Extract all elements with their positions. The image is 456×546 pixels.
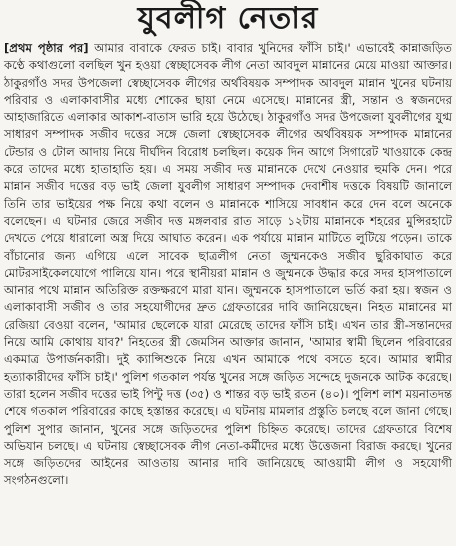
article-body	[4, 40, 452, 490]
article-text: আমার বাবাকে ফেরত চাই। বাবার খুনিদের ফাঁসি চাই।' এভাবেই কান্নাজড়িত কণ্ঠে কথাগুলো বলছিল খুন হওয়া স্বেচ্ছাসেবক লীগ নেতা আবদুল মান্নানের মেয়ে মাওয়া আক্তার। ঠাকুরগাঁও সদর উপজেলা স্বেচ্ছাসেবক লীগের অর্থবিষয়ক সম্পাদক আবদুল মান্নান খুনের ঘটনায় পরিবার ও এলাকাবাসীর মধ্যে শোকের ছায়া নেমে এসেছে। মান্নানের স্ত্রী, সন্তান ও স্বজনদের আহাজারিতে এলাকার আকাশ-বাতাস ভারি হয়ে উঠেছে। ঠাকুরগাঁও সদর উপজেলা যুবলীগের যুগ্ম সাধারণ সম্পাদক সজীব দত্তের সঙ্গে জেলা স্বেচ্ছাসেবক লীগের অর্থবিষয়ক সম্পাদক মান্নানের টেন্ডার ও টোল আদায় নিয়ে দীর্ঘদিন বিরোধ চলছিল। কয়েক দিন আগে সিগারেট খাওয়াকে কেন্দ্র করে তাদের মধ্যে হাতাহাতি হয়। এ সময় সজীব দত্ত মান্নানকে দেখে নেওয়ার হুমকি দেন। পরে মান্নান সজীব দত্তের বড় ভাই জেলা যুবলীগ সাধারণ সম্পাদক দেবাশীষ দত্তকে বিষয়টি জানালে তিনি তার ভাইয়ের পক্ষ নিয়ে কথা বলেন ও মান্নানকে শাসিয়ে সাবধান করে দেন বলে অনেকে বলেছেন। এ ঘটনার জেরে সজীব দত্ত মঙ্গলবার রাত সাড়ে ১২টায় মান্নানকে শহরের মুন্সিরহাটে দেখতে পেয়ে ধারালো অস্ত্র দিয়ে আঘাত করেন। এক পর্যায়ে মান্নান মাটিতে লুটিয়ে পড়েন। তাকে বাঁচানোর জন্য এগিয়ে এলে সাবেক ছাত্রলীগ নেতা জুম্মনকেও সজীব ছুরিকাঘাত করে মোটরসাইকেলযোগে পালিয়ে যান। পরে স্থানীয়রা মান্নান ও জুম্মনকে উদ্ধার করে সদর হাসপাতালে আনার পথে মান্নান অতিরিক্ত রক্তক্ষরণে মারা যান। জুম্মনকে হাসপাতালে ভর্তি করা হয়। স্বজন ও এলাকাবাসী সজীব ও তার সহযোগীদের দ্রুত গ্রেফতারের দাবি জানিয়েছেন। নিহত মান্নানের মা রেজিয়া বেওয়া বলেন, 'আমার ছেলেকে যারা মেরেছে তাদের ফাঁসি চাই। এখন তার স্ত্রী-সন্তানদের নিয়ে আমি কোথায় যাব?' নিহতের স্ত্রী জেমসিন আক্তার জানান, 'আমার স্বামী ছিলেন পরিবারের একমাত্র উপার্জনকারী। দুই ক্যান্সিশুকে নিয়ে এখন আমাকে পথে বসতে হবে। আমার স্বামীর হত্যাকারীদের ফাঁসি চাই।' পুলিশ গতকাল পর্যন্ত খুনের সঙ্গে জড়িত সন্দেহে দুজনকে আটক করেছে। তারা হলেন সজীব দত্তের ভাই পিন্টু দত্ত (৩৫) ও শান্তর বড় ভাই রতন (৪০)। পুলিশ লাশ ময়নাতদন্ত শেষে গতকাল পরিবারের কাছে হস্তান্তর করেছে। এ ঘটনায় মামলার প্রস্তুতি চলছে বলে জানা গেছে। পুলিশ সুপার জানান, খুনের সঙ্গে জড়িতদের পুলিশ চিহ্নিত করেছে। তাদের গ্রেফতারে বিশেষ অভিযান চলছে। এ ঘটনায় স্বেচ্ছাসেবক লীগ নেতা-কর্মীদের মধ্যে উত্তেজনা বিরাজ করছে। খুনের সঙ্গে জড়িতদের আইনের আওতায় আনার দাবি জানিয়েছে আওয়ামী লীগ ও সহযোগী সংগঠনগুলো।	[4, 41, 452, 488]
continuation-marker: [প্রথম পৃষ্ঠার পর]	[4, 41, 89, 55]
headline: যুবলীগ নেতার	[137, 1, 319, 36]
article-paragraph	[4, 40, 452, 490]
